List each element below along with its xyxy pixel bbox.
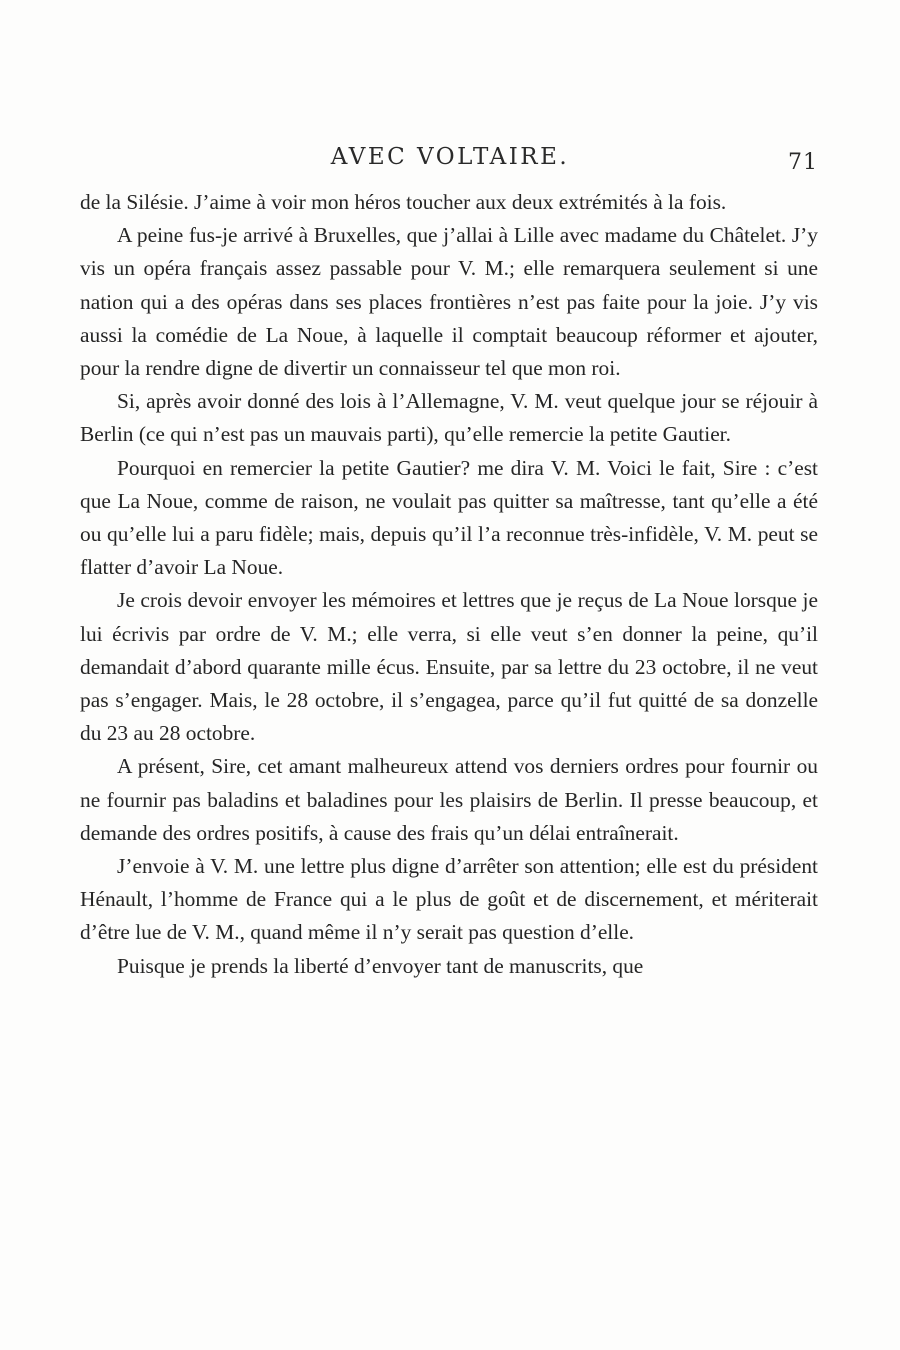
running-title: AVEC VOLTAIRE. xyxy=(330,144,570,170)
paragraph: A peine fus-je arrivé à Bruxelles, que j’allai à Lille avec madame du Châtelet. J’y vis un opéra français assez passable pour V. M.; elle remarquera seulement si une nation qui a des opéras dans ses places frontières n’est pas faite pour la joie. J’y vis aussi la comédie de La Noue, à laquelle il comptait beaucoup réformer et ajouter, pour la rendre digne de divertir un connaisseur tel que mon roi. xyxy=(80,223,818,381)
running-header xyxy=(80,138,820,178)
paragraph: Pourquoi en remercier la petite Gautier? me dira V. M. Voici le fait, Sire : c’est que La Noue, comme de raison, ne voulait pas quitter sa maîtresse, tant qu’elle a été ou qu’elle lui a paru fidèle; mais, depuis qu’il l’a reconnue très-infidèle, V. M. peut se flatter d’avoir La Noue. xyxy=(80,455,818,580)
paragraph-continued: de la Silésie. J’aime à voir mon héros toucher aux deux extrémités à la fois. xyxy=(80,190,727,214)
paragraph: Puisque je prends la liberté d’envoyer tant de manuscrits, que xyxy=(117,953,644,978)
paragraph: J’envoie à V. M. une lettre plus digne d’arrêter son attention; elle est du président Hénault, l’homme de France qui a le plus de goût et de discernement, et mériterait d’être lue de V. M., quand même il n’y serait pas question d’elle. xyxy=(80,854,818,945)
body-text xyxy=(80,186,818,983)
paragraph: Si, après avoir donné des lois à l’Allemagne, V. M. veut quelque jour se réjouir à Berlin (ce qui n’est pas un mauvais parti), qu’elle remercie la petite Gautier. xyxy=(80,389,818,447)
paragraph: A présent, Sire, cet amant malheureux attend vos derniers ordres pour fournir ou ne fournir pas baladins et baladines pour les plaisirs de Berlin. Il presse beaucoup, et demande des ordres positifs, à cause des frais qu’un délai entraînerait. xyxy=(80,754,818,845)
page-number: 71 xyxy=(788,150,818,175)
paragraph: Je crois devoir envoyer les mémoires et lettres que je reçus de La Noue lorsque je lui écrivis par ordre de V. M.; elle verra, si elle veut s’en donner la peine, qu’il demandait d’abord quarante mille écus. Ensuite, par sa lettre du 23 octobre, il ne veut pas s’engager. Mais, le 28 octobre, il s’engagea, parce qu’il fut quitté de sa donzelle du 23 au 28 octobre. xyxy=(80,588,818,746)
